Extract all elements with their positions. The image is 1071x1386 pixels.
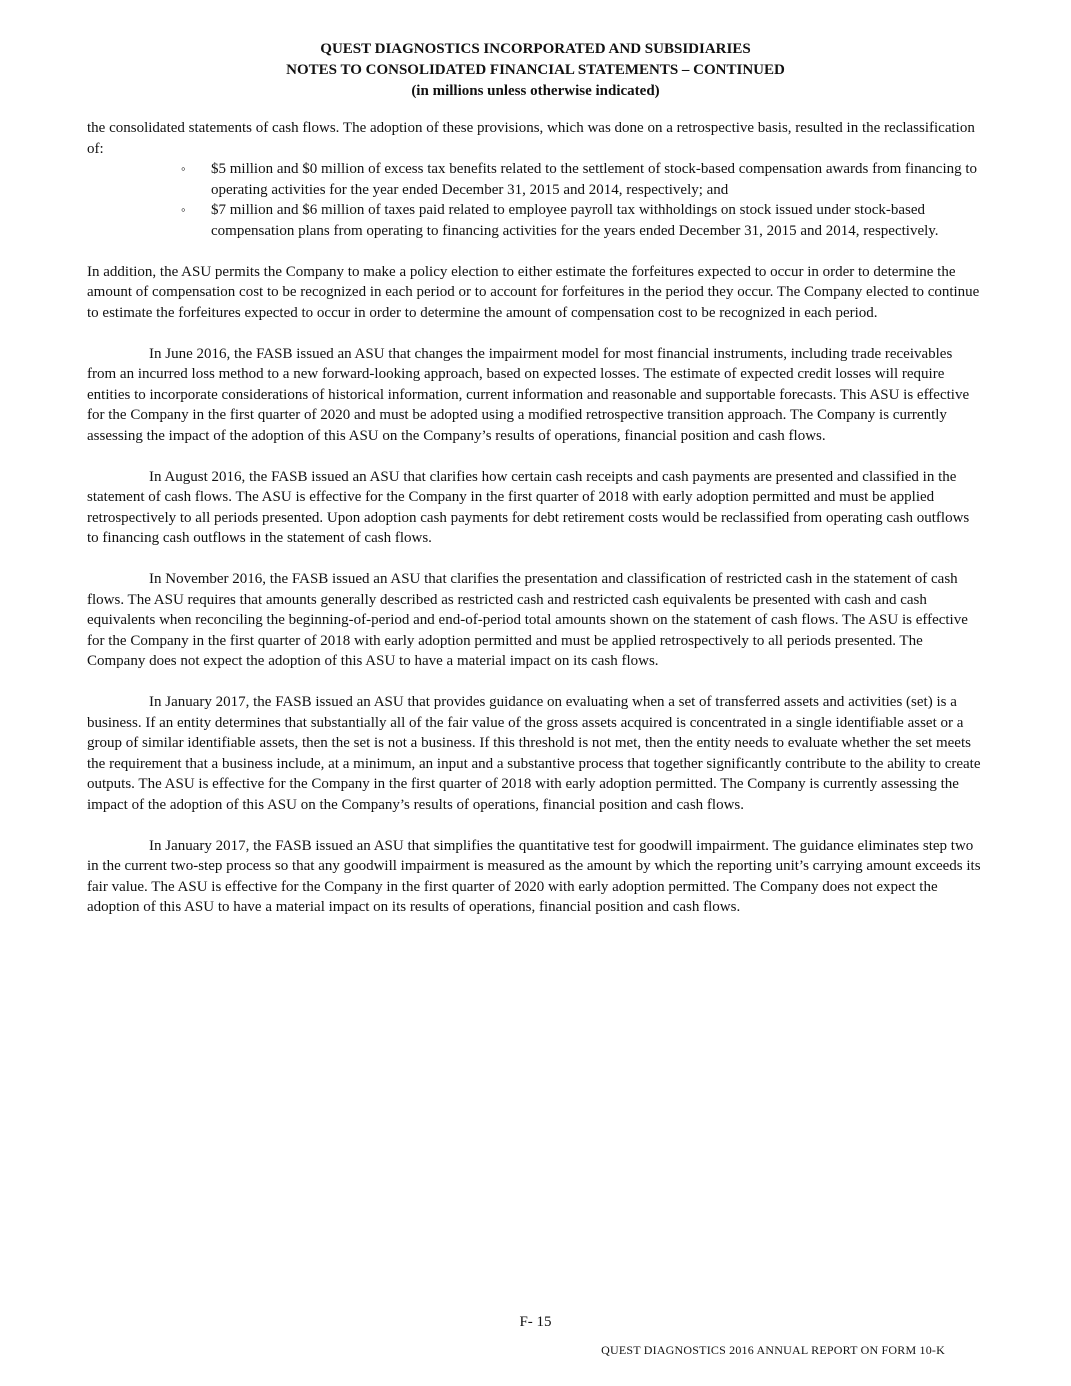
header-company-name: QUEST DIAGNOSTICS INCORPORATED AND SUBSIDIARIES xyxy=(320,41,751,57)
bullet-list xyxy=(87,159,984,241)
bullet-text: $7 million and $6 million of taxes paid related to employee payroll tax withholdings on stock issued under stock-based compensation plans from operating to financing activities for the years ended December 31, 2015 and 2014, respectively. xyxy=(211,202,939,239)
bullet-item xyxy=(181,159,984,200)
paragraph-forfeitures: In addition, the ASU permits the Company to make a policy election to either estimate the forfeitures expected to occur in order to determine the amount of compensation cost to be recognized in each period or to account for forfeitures in the period they occur. The Company elected to continue to estimate the forfeitures expected to occur in order to determine the amount of compensation cost to be recognized in each period. xyxy=(87,263,980,321)
page-number: F- 15 xyxy=(519,1314,552,1330)
bullet-text: $5 million and $0 million of excess tax benefits related to the settlement of stock-based compensation awards from financing to operating activities for the year ended December 31, 2015 and 2014, respectively; and xyxy=(211,161,978,198)
paragraph-august-2016: In August 2016, the FASB issued an ASU that clarifies how certain cash receipts and cash payments are presented and classified in the statement of cash flows. The ASU is effective for the Company in the first quarter of 2018 with early adoption permitted and must be applied retrospectively to all periods presented. Upon adoption cash payments for debt retirement costs would be reclassified from operating cash outflows to financing cash outflows in the statement of cash flows. xyxy=(87,468,970,546)
paragraph-january-2017-business: In January 2017, the FASB issued an ASU that provides guidance on evaluating when a set of transferred assets and activities (set) is a business. If an entity determines that substantially all of the fair value of the gross assets acquired is concentrated in a single identifiable asset or a group of similar identifiable assets, then the set is not a business. If this threshold is not met, then the entity needs to evaluate whether the set meets the requirement that a business include, at a minimum, an input and a substantive process that together significantly contribute to the ability to create outputs. The ASU is effective for the Company in the first quarter of 2018 with early adoption permitted. The Company is currently assessing the impact of the adoption of this ASU on the Company’s results of operations, financial position and cash flows. xyxy=(87,694,981,813)
body-text xyxy=(87,118,984,918)
header-section-title: NOTES TO CONSOLIDATED FINANCIAL STATEMENTS – CONTINUED xyxy=(286,62,785,78)
page-header xyxy=(0,39,1071,102)
page-footer: QUEST DIAGNOSTICS 2016 ANNUAL REPORT ON FORM 10-K xyxy=(601,1343,945,1357)
paragraph-january-2017-goodwill: In January 2017, the FASB issued an ASU that simplifies the quantitative test for goodwill impairment. The guidance eliminates step two in the current two-step process so that any goodwill impairment is measured as the amount by which the reporting unit’s carrying amount exceeds its fair value. The ASU is effective for the Company in the first quarter of 2020 with early adoption permitted. The Company does not expect the adoption of this ASU to have a material impact on its results of operations, financial position and cash flows. xyxy=(87,837,981,915)
paragraph-november-2016: In November 2016, the FASB issued an ASU that clarifies the presentation and classification of restricted cash in the statement of cash flows. The ASU requires that amounts generally described as restricted cash and restricted cash equivalents be presented with cash and cash equivalents when reconciling the beginning-of-period and end-of-period total amounts shown on the statement of cash flows. The ASU is effective for the Company in the first quarter of 2018 with early adoption permitted and must be applied retrospectively to all periods presented. The Company does not expect the adoption of this ASU to have a material impact on its cash flows. xyxy=(87,571,968,669)
header-units-note: (in millions unless otherwise indicated) xyxy=(411,83,660,99)
bullet-circle-icon: ◦ xyxy=(181,161,186,176)
bullet-circle-icon: ◦ xyxy=(181,202,186,217)
paragraph-june-2016: In June 2016, the FASB issued an ASU that changes the impairment model for most financial instruments, including trade receivables from an incurred loss method to a new forward-looking approach, based on expected losses. The estimate of expected credit losses will require entities to incorporate considerations of historical information, current information and reasonable and supportable forecasts. This ASU is effective for the Company in the first quarter of 2020 and must be adopted using a modified retrospective transition approach. The Company is currently assessing the impact of the adoption of this ASU on the Company’s results of operations, financial position and cash flows. xyxy=(87,345,970,444)
intro-paragraph: the consolidated statements of cash flows. The adoption of these provisions, which was done on a retrospective basis, resulted in the reclassification of: xyxy=(87,120,975,157)
bullet-item xyxy=(181,200,984,241)
